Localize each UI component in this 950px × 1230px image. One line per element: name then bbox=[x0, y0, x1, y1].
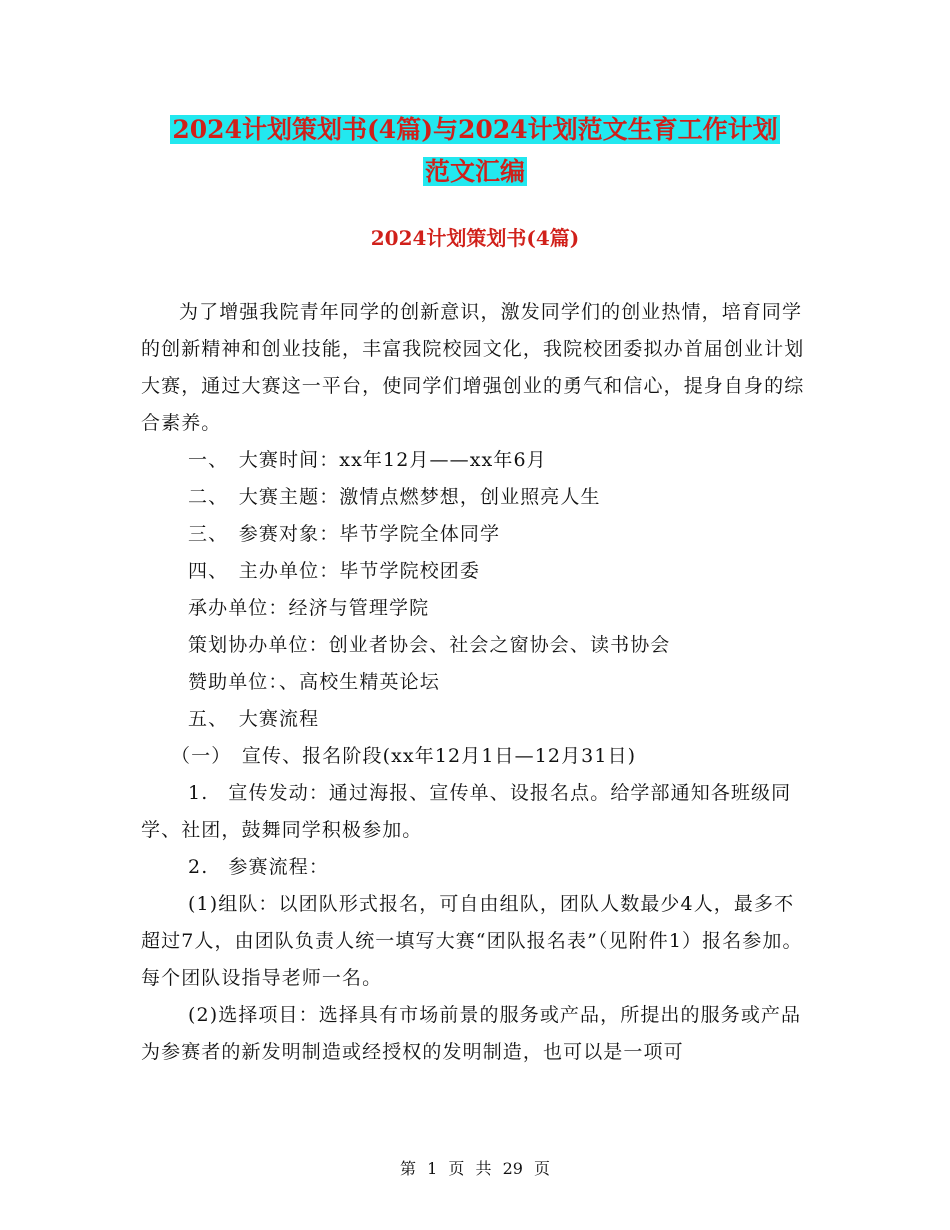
paragraph-stage-1: （一） 宣传、报名阶段(xx年12月1日—12月31日) bbox=[171, 745, 637, 767]
footer-page-number: 1 bbox=[427, 1159, 438, 1178]
body-text bbox=[141, 294, 811, 1071]
title-highlight-1: 2024计划策划书(4篇)与2024计划范文生育工作计划 bbox=[172, 115, 778, 144]
paragraph-co-organizer: 策划协办单位：创业者协会、社会之窗协会、读书协会 bbox=[188, 634, 671, 656]
paragraph-sponsor: 赞助单位：、高校生精英论坛 bbox=[188, 671, 440, 693]
paragraph-organizer: 承办单位：经济与管理学院 bbox=[188, 597, 430, 619]
paragraph-item-5: 五、 大赛流程 bbox=[188, 708, 320, 730]
footer-page-unit: 页 bbox=[448, 1159, 465, 1178]
title-highlight-2: 范文汇编 bbox=[424, 157, 525, 186]
paragraph-item-1: 一、 大赛时间：xx年12月——xx年6月 bbox=[188, 449, 547, 471]
paragraph-process: 2. 参赛流程： bbox=[188, 856, 329, 878]
paragraph-project: (2)选择项目：选择具有市场前景的服务或产品，所提出的服务或产品为参赛者的新发明制造或经授权的发明制造，也可以是一项可 bbox=[141, 1004, 802, 1063]
footer-total-label: 共 bbox=[475, 1159, 492, 1178]
section-title: 2024计划策划书(4篇) bbox=[370, 226, 580, 250]
paragraph-item-2: 二、 大赛主题：激情点燃梦想，创业照亮人生 bbox=[188, 486, 601, 508]
paragraph-item-3: 三、 参赛对象：毕节学院全体同学 bbox=[188, 523, 501, 545]
paragraph-item-4: 四、 主办单位：毕节学院校团委 bbox=[188, 560, 481, 582]
document-title-line-2 bbox=[0, 154, 950, 190]
footer-total-unit: 页 bbox=[534, 1159, 551, 1178]
paragraph-intro: 为了增强我院青年同学的创新意识，激发同学们的创业热情，培育同学的创新精神和创业技能，丰富我院校园文化，我院校团委拟办首届创业计划大赛，通过大赛这一平台，使同学们增强创业的勇气和信心，提身自身的综合素养。 bbox=[141, 301, 805, 434]
footer-total-pages: 29 bbox=[502, 1159, 523, 1178]
paragraph-promotion: 1. 宣传发动：通过海报、宣传单、设报名点。给学部通知各班级同学、社团，鼓舞同学积极参加。 bbox=[141, 782, 792, 841]
document-title-line-1 bbox=[0, 112, 950, 148]
paragraph-team: (1)组队：以团队形式报名，可自由组队，团队人数最少4人，最多不超过7人，由团队负责人统一填写大赛“团队报名表”（见附件1）报名参加。每个团队设指导老师一名。 bbox=[141, 893, 803, 989]
footer-page-label: 第 bbox=[399, 1159, 416, 1178]
page-footer bbox=[0, 1156, 950, 1179]
